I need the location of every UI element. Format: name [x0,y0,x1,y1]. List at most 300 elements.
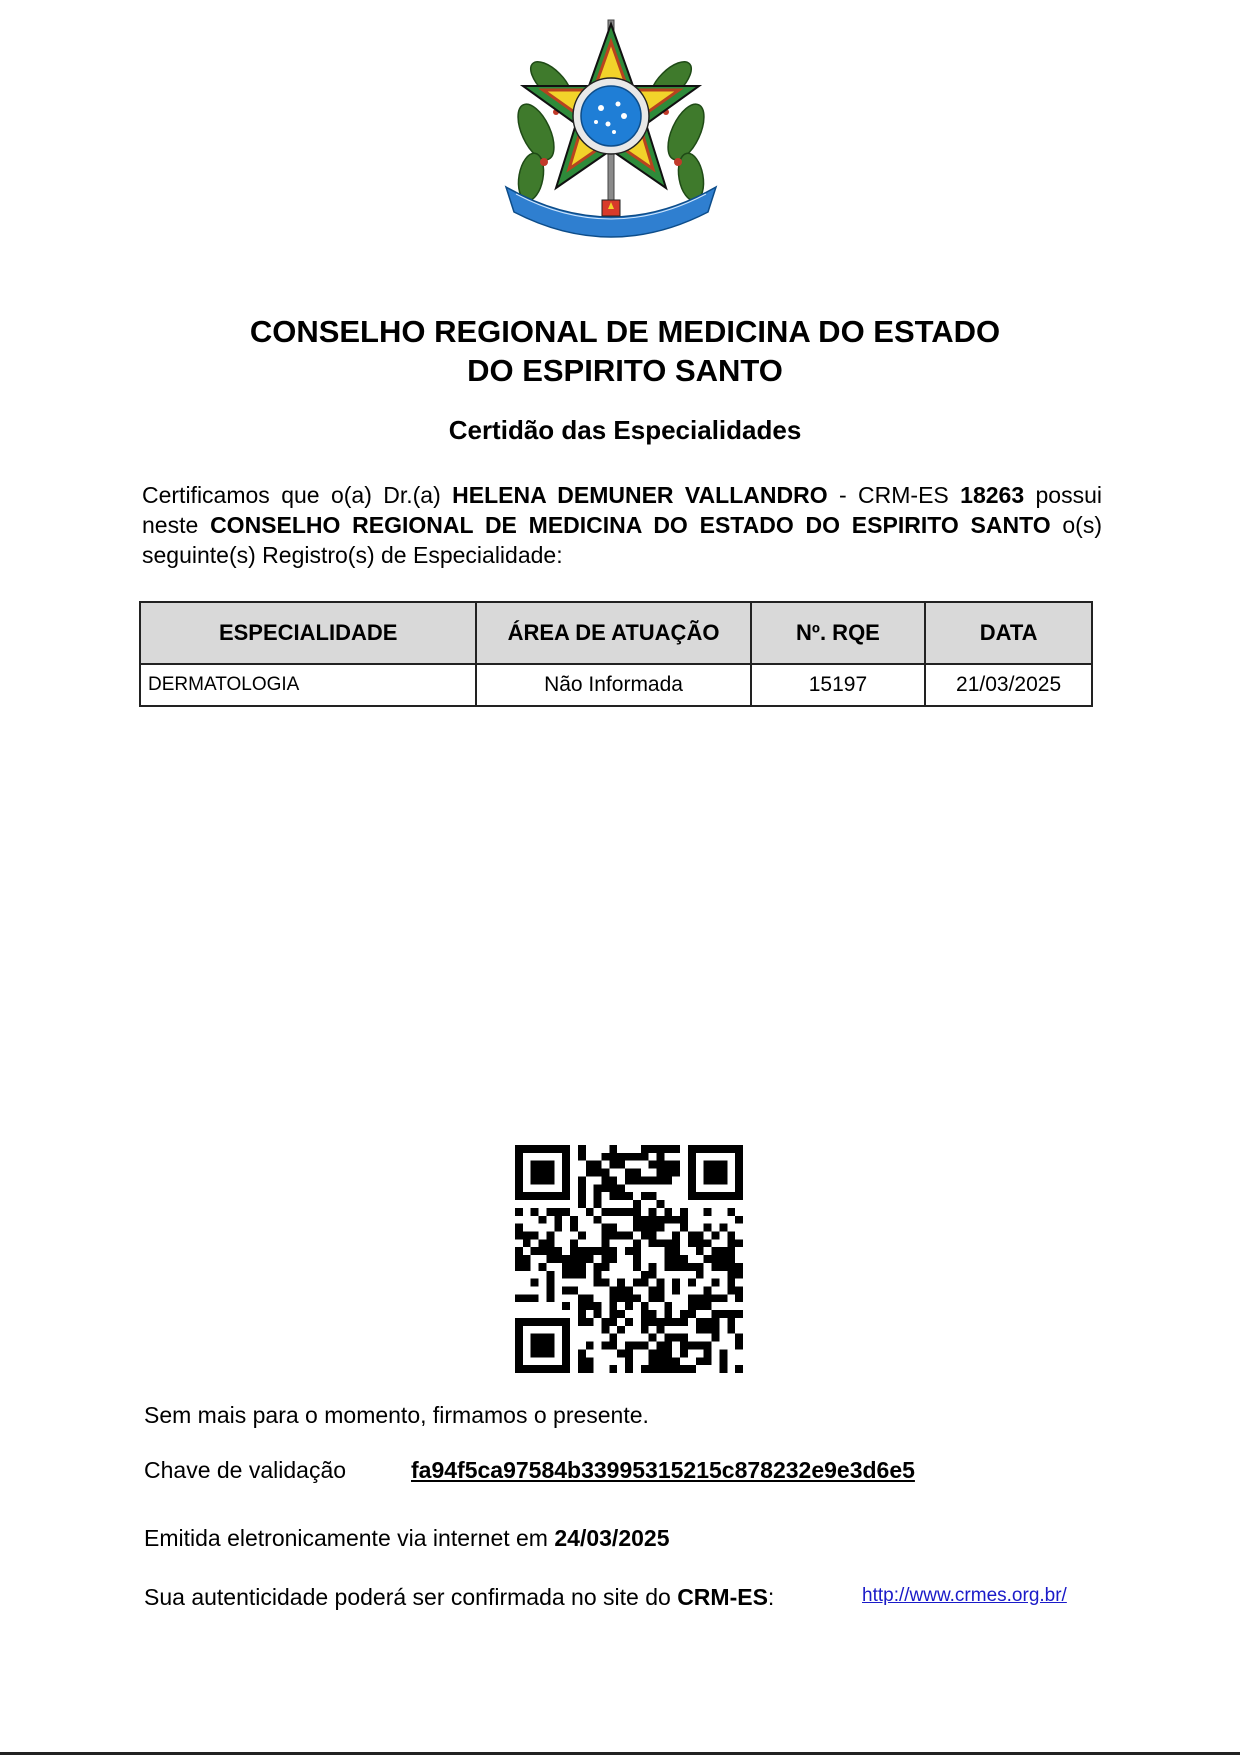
qr-module [531,1294,539,1302]
qr-module [546,1239,554,1247]
qr-module [546,1294,554,1302]
qr-module [649,1365,657,1373]
qr-module [539,1169,547,1177]
qr-module [594,1161,602,1169]
qr-module [657,1357,665,1365]
qr-module [546,1208,554,1216]
qr-module [617,1287,625,1295]
qr-module [712,1231,720,1239]
qr-module [649,1192,657,1200]
qr-module [625,1231,633,1239]
qr-module [531,1176,539,1184]
qr-module [546,1318,554,1326]
qr-module [539,1239,547,1247]
qr-module [712,1318,720,1326]
qr-module [649,1334,657,1342]
qr-module [578,1263,586,1271]
qr-module [688,1239,696,1247]
qr-module [657,1349,665,1357]
qr-module [609,1318,617,1326]
qr-module [625,1208,633,1216]
header-rqe: Nº. RQE [751,602,926,664]
qr-module [546,1169,554,1177]
qr-module [539,1318,547,1326]
qr-module [609,1153,617,1161]
qr-module [688,1294,696,1302]
qr-module [641,1271,649,1279]
qr-module [664,1349,672,1357]
qr-module [704,1357,712,1365]
qr-module [657,1342,665,1350]
qr-module [704,1224,712,1232]
qr-module [578,1231,586,1239]
qr-module [609,1184,617,1192]
qr-module [727,1310,735,1318]
qr-module [625,1342,633,1350]
qr-module [562,1334,570,1342]
qr-module [515,1153,523,1161]
qr-module [649,1176,657,1184]
qr-module [672,1318,680,1326]
qr-module [539,1349,547,1357]
qr-module [704,1161,712,1169]
qr-module [696,1145,704,1153]
qr-module [531,1334,539,1342]
issued-line [144,1524,670,1552]
qr-module [664,1318,672,1326]
qr-module [719,1255,727,1263]
qr-module [539,1247,547,1255]
qr-module [672,1231,680,1239]
intro-text-1: Certificamos que o(a) Dr.(a) [142,482,453,508]
qr-module [515,1176,523,1184]
qr-module [664,1145,672,1153]
qr-module [625,1247,633,1255]
qr-module [727,1239,735,1247]
qr-module [672,1169,680,1177]
qr-module [657,1200,665,1208]
qr-module [633,1153,641,1161]
qr-module [688,1231,696,1239]
qr-module [586,1342,594,1350]
qr-module [719,1192,727,1200]
qr-module [562,1342,570,1350]
qr-module [562,1169,570,1177]
brazil-coat-of-arms-emblem [496,12,726,244]
qr-module [594,1279,602,1287]
document-subtitle: Certidão das Especialidades [448,415,802,445]
qr-module [735,1287,743,1295]
qr-module [641,1145,649,1153]
qr-module [680,1334,688,1342]
qr-module [523,1365,531,1373]
qr-module [546,1279,554,1287]
qr-module [617,1326,625,1334]
qr-module [633,1294,641,1302]
qr-module [688,1169,696,1177]
qr-module [657,1279,665,1287]
qr-module [609,1310,617,1318]
qr-module [617,1161,625,1169]
qr-module [601,1255,609,1263]
qr-module [657,1294,665,1302]
qr-module [609,1342,617,1350]
qr-module [688,1365,696,1373]
qr-module [696,1342,704,1350]
qr-module [672,1279,680,1287]
qr-module [649,1263,657,1271]
qr-module [696,1271,704,1279]
qr-module [609,1294,617,1302]
qr-module [562,1161,570,1169]
qr-module [719,1294,727,1302]
qr-module [617,1184,625,1192]
qr-module [712,1169,720,1177]
qr-module [531,1161,539,1169]
qr-module [546,1161,554,1169]
qr-module [688,1192,696,1200]
qr-module [649,1271,657,1279]
qr-module [704,1294,712,1302]
qr-module [515,1349,523,1357]
qr-module [554,1208,562,1216]
validation-key-line [144,1456,915,1484]
qr-module [515,1192,523,1200]
qr-module [515,1255,523,1263]
qr-module [539,1176,547,1184]
qr-module [546,1334,554,1342]
qr-module [672,1239,680,1247]
qr-module [719,1176,727,1184]
qr-module [727,1255,735,1263]
qr-module [625,1169,633,1177]
qr-module [578,1247,586,1255]
qr-module [664,1302,672,1310]
qr-module [586,1247,594,1255]
qr-module [515,1247,523,1255]
qr-module [601,1318,609,1326]
qr-module [649,1231,657,1239]
qr-module [735,1294,743,1302]
qr-module [664,1342,672,1350]
qr-module [696,1247,704,1255]
qr-module [570,1247,578,1255]
qr-module [649,1161,657,1169]
qr-module [617,1153,625,1161]
qr-module [523,1263,531,1271]
qr-module [554,1255,562,1263]
qr-module [664,1365,672,1373]
qr-module [570,1239,578,1247]
qr-module [696,1326,704,1334]
qr-module [712,1263,720,1271]
qr-module [539,1216,547,1224]
qr-module [696,1239,704,1247]
qr-module [657,1176,665,1184]
qr-module [578,1302,586,1310]
crm-website-link[interactable]: http://www.crmes.org.br/ [862,1585,1067,1606]
qr-module [617,1192,625,1200]
doctor-name: HELENA DEMUNER VALLANDRO [452,482,828,508]
qr-module [601,1224,609,1232]
qr-module [594,1216,602,1224]
qr-module [562,1271,570,1279]
qr-module [688,1310,696,1318]
qr-module [641,1153,649,1161]
qr-module [719,1349,727,1357]
qr-module [657,1216,665,1224]
crm-number: 18263 [960,482,1025,508]
qr-module [688,1342,696,1350]
qr-module [625,1294,633,1302]
qr-module [515,1231,523,1239]
qr-module [641,1216,649,1224]
qr-module [704,1208,712,1216]
intro-text-3: possui neste [142,482,1102,538]
qr-module [523,1145,531,1153]
qr-module [562,1302,570,1310]
qr-module [704,1169,712,1177]
qr-module [578,1357,586,1365]
qr-module [704,1318,712,1326]
qr-module [712,1279,720,1287]
qr-module [633,1216,641,1224]
qr-module [688,1184,696,1192]
qr-module [546,1365,554,1373]
qr-module [586,1357,594,1365]
qr-module [609,1145,617,1153]
qr-module [664,1357,672,1365]
qr-module [601,1342,609,1350]
qr-module [617,1294,625,1302]
qr-module [515,1145,523,1153]
qr-module [719,1310,727,1318]
qr-module [625,1287,633,1295]
qr-module [601,1326,609,1334]
qr-module [649,1208,657,1216]
qr-module [586,1208,594,1216]
qr-module [515,1224,523,1232]
qr-module [712,1294,720,1302]
qr-module [601,1153,609,1161]
authenticity-line [144,1583,774,1611]
qr-module [570,1287,578,1295]
qr-module [531,1247,539,1255]
qr-module [515,1161,523,1169]
qr-module [672,1247,680,1255]
qr-module [578,1349,586,1357]
qr-module [570,1271,578,1279]
qr-module [688,1279,696,1287]
qr-module [531,1279,539,1287]
qr-module [641,1224,649,1232]
qr-module [672,1145,680,1153]
qr-module [680,1365,688,1373]
qr-module [539,1365,547,1373]
qr-module [727,1271,735,1279]
qr-module [546,1255,554,1263]
qr-module [704,1287,712,1295]
qr-module [546,1342,554,1350]
qr-module [664,1255,672,1263]
qr-module [594,1247,602,1255]
qr-module [633,1342,641,1350]
qr-module [625,1302,633,1310]
qr-module [546,1349,554,1357]
qr-module [578,1365,586,1373]
qr-module [531,1145,539,1153]
qr-module [649,1287,657,1295]
qr-module [704,1176,712,1184]
qr-module [704,1342,712,1350]
qr-module [601,1184,609,1192]
qr-module [617,1349,625,1357]
qr-module [641,1302,649,1310]
qr-module [657,1365,665,1373]
qr-module [672,1357,680,1365]
qr-module [688,1153,696,1161]
qr-module [712,1310,720,1318]
qr-module [625,1153,633,1161]
qr-module [554,1216,562,1224]
qr-module [735,1153,743,1161]
qr-module [531,1342,539,1350]
qr-module [586,1169,594,1177]
qr-module [601,1279,609,1287]
qr-module [672,1365,680,1373]
qr-module [578,1184,586,1192]
qr-module [712,1334,720,1342]
validation-key-value[interactable]: fa94f5ca97584b33995315215c878232e9e3d6e5 [411,1457,915,1483]
qr-module [554,1247,562,1255]
qr-module [562,1255,570,1263]
qr-module [586,1161,594,1169]
qr-module [515,1326,523,1334]
qr-module [719,1365,727,1373]
qr-module [641,1279,649,1287]
qr-module [562,1153,570,1161]
title-line-2: DO ESPIRITO SANTO [467,353,783,388]
authenticity-colon: : [767,1584,775,1610]
qr-module [727,1279,735,1287]
qr-module [609,1255,617,1263]
qr-module [578,1192,586,1200]
qr-module [562,1192,570,1200]
qr-module [562,1318,570,1326]
qr-module [617,1279,625,1287]
authenticity-text: Sua autenticidade poderá ser confirmada no site do [144,1584,678,1610]
validation-key-label: Chave de validação [144,1457,347,1483]
qr-module [664,1208,672,1216]
qr-module [664,1263,672,1271]
qr-module [523,1318,531,1326]
qr-module [601,1231,609,1239]
qr-module [657,1326,665,1334]
qr-module [633,1200,641,1208]
header-data: DATA [925,602,1092,664]
qr-module [594,1271,602,1279]
qr-module [570,1263,578,1271]
qr-module [539,1334,547,1342]
qr-module [515,1334,523,1342]
qr-module [680,1310,688,1318]
qr-module [617,1208,625,1216]
qr-module [680,1208,688,1216]
qr-module [712,1326,720,1334]
qr-module [562,1208,570,1216]
qr-module [696,1231,704,1239]
qr-module [515,1294,523,1302]
qr-module [641,1192,649,1200]
validation-qr-code[interactable] [515,1145,743,1373]
qr-module [704,1349,712,1357]
qr-module [672,1263,680,1271]
qr-module [664,1161,672,1169]
qr-module [696,1263,704,1271]
qr-module [601,1176,609,1184]
qr-module [657,1224,665,1232]
qr-module [594,1200,602,1208]
qr-module [727,1263,735,1271]
qr-module [688,1145,696,1153]
qr-module [672,1255,680,1263]
table-header-row [140,602,1092,664]
qr-module [712,1255,720,1263]
qr-module [594,1184,602,1192]
qr-module [546,1287,554,1295]
qr-module [562,1357,570,1365]
qr-module [688,1263,696,1271]
qr-module [578,1318,586,1326]
cell-rqe: 15197 [751,664,926,706]
qr-module [531,1365,539,1373]
intro-text-2: - CRM-ES [827,482,961,508]
qr-module [712,1145,720,1153]
qr-module [641,1318,649,1326]
qr-module [712,1192,720,1200]
qr-module [578,1310,586,1318]
qr-module [601,1169,609,1177]
qr-module [735,1216,743,1224]
qr-module [735,1192,743,1200]
qr-module [672,1287,680,1295]
qr-module [719,1161,727,1169]
qr-module [735,1145,743,1153]
issued-text: Emitida eletronicamente via internet em [144,1525,555,1551]
qr-module [657,1145,665,1153]
qr-module [578,1200,586,1208]
qr-module [546,1231,554,1239]
qr-module [735,1176,743,1184]
qr-module [735,1365,743,1373]
qr-module [531,1349,539,1357]
qr-module [688,1161,696,1169]
qr-module [664,1310,672,1318]
qr-module [664,1176,672,1184]
qr-module [649,1349,657,1357]
qr-module [664,1239,672,1247]
qr-module [625,1176,633,1184]
qr-module [680,1224,688,1232]
qr-module [664,1216,672,1224]
qr-module [680,1216,688,1224]
qr-module [641,1231,649,1239]
qr-module [523,1294,531,1302]
qr-module [562,1184,570,1192]
qr-module [515,1263,523,1271]
qr-module [594,1169,602,1177]
qr-module [657,1169,665,1177]
